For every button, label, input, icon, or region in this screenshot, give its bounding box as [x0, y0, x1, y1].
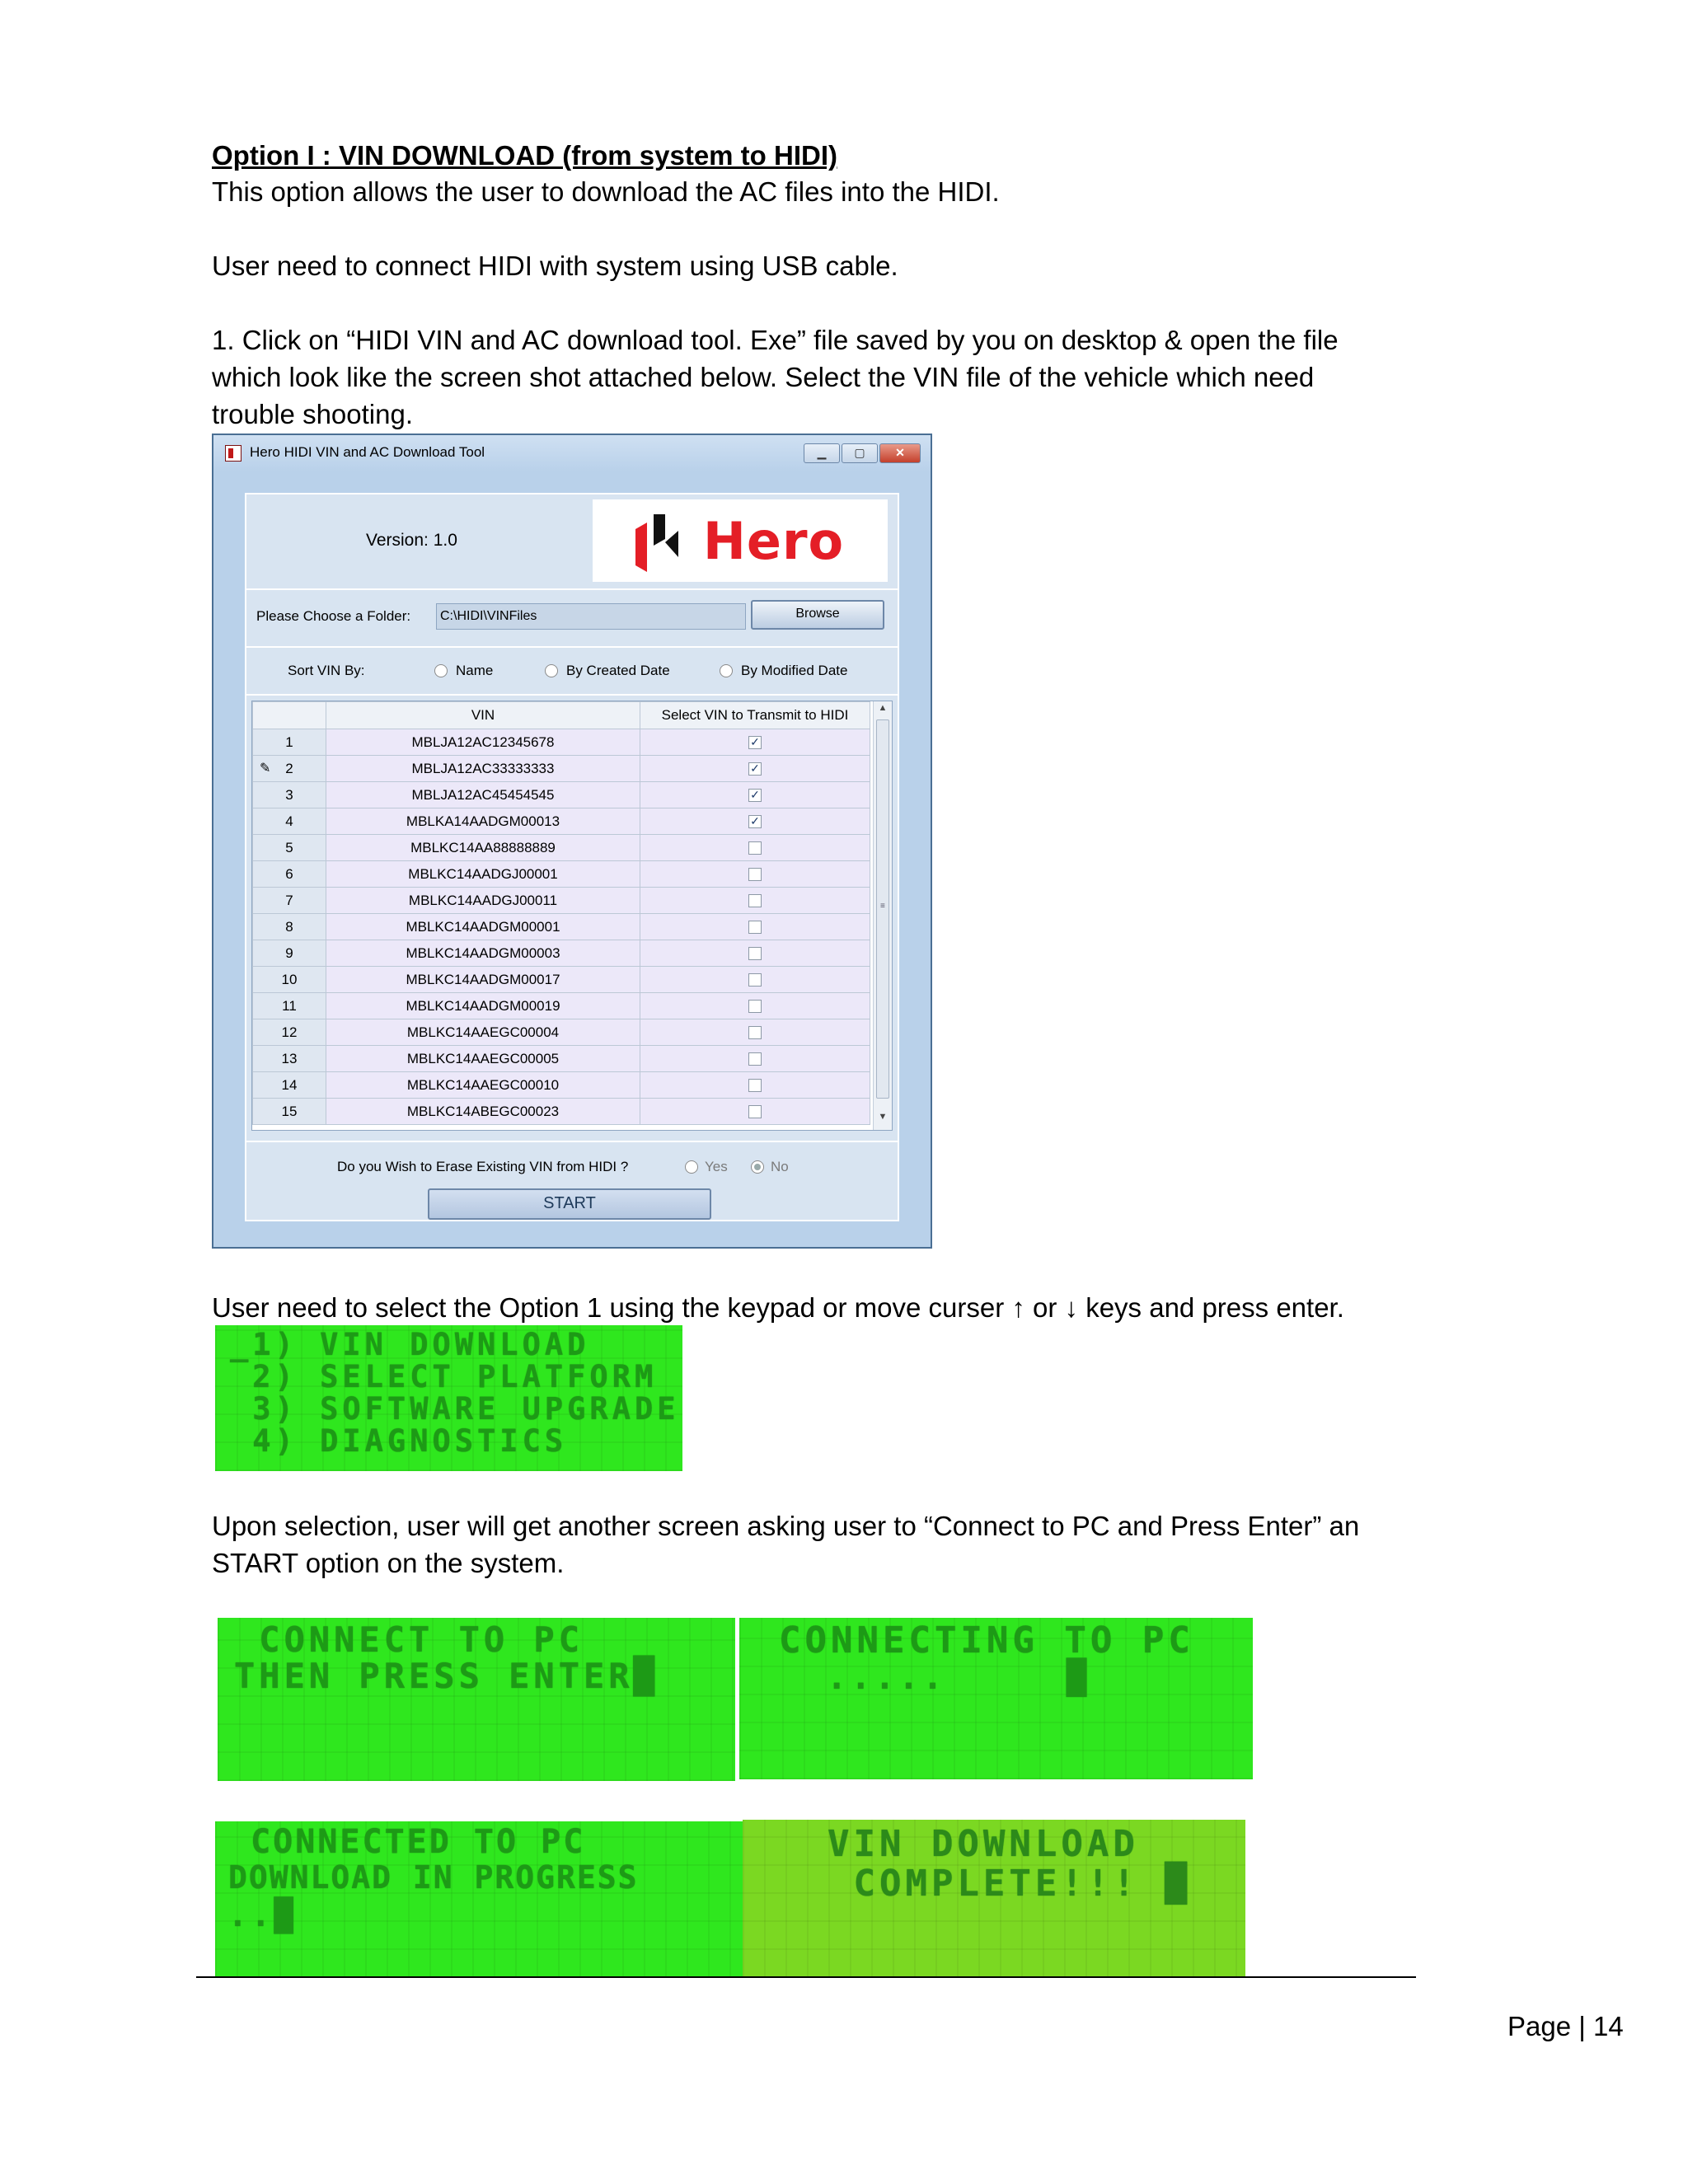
checkbox-checked-icon[interactable]: ✓	[748, 762, 762, 776]
select-cell	[640, 914, 870, 940]
table-row[interactable]	[253, 861, 870, 888]
lcd-complete-line: COMPLETE!!! █	[776, 1863, 1191, 1905]
paragraph-select-option: User need to select the Option 1 using the keypad or move curser ↑ or ↓ keys and press enter.	[212, 1292, 1344, 1323]
table-row[interactable]	[253, 1019, 870, 1046]
app-icon	[225, 445, 241, 462]
lcd-menu-screen	[215, 1325, 682, 1471]
table-row[interactable]	[253, 729, 870, 756]
paragraph-selection-line1: Upon selection, user will get another screen asking user to “Connect to PC and Press Enter” an	[212, 1511, 1360, 1541]
hero-logo-text: Hero	[703, 511, 845, 571]
lcd-connecting-line: CONNECTING TO PC	[779, 1619, 1194, 1661]
lcd-menu-line: 2) SELECT PLATFORM	[230, 1359, 658, 1394]
checkbox-checked-icon[interactable]: ✓	[748, 815, 762, 828]
select-cell	[640, 967, 870, 993]
section-heading: Option I : VIN DOWNLOAD (from system to HIDI)	[212, 140, 837, 171]
radio-icon	[720, 664, 733, 677]
erase-no-label: No	[771, 1159, 789, 1174]
checkbox-icon[interactable]	[748, 1026, 762, 1039]
vin-cell[interactable]: MBLKC14AADGM00019	[326, 993, 640, 1019]
erase-question: Do you Wish to Erase Existing VIN from HIDI ?	[337, 1159, 629, 1174]
checkbox-checked-icon[interactable]: ✓	[748, 789, 762, 802]
checkbox-icon[interactable]	[748, 1052, 762, 1066]
vin-cell[interactable]: MBLKC14AADGJ00001	[326, 861, 640, 888]
lcd-menu-line: 4) DIAGNOSTICS	[230, 1423, 568, 1459]
lcd-connected-screen	[215, 1821, 743, 1978]
select-cell	[640, 888, 870, 914]
select-cell	[640, 940, 870, 967]
row-number: 12	[253, 1019, 326, 1046]
select-cell	[640, 1099, 870, 1125]
vin-table	[252, 701, 870, 1125]
row-number: 9	[253, 940, 326, 967]
paragraph-step1-line2: which look like the screen shot attached below. Select the VIN file of the vehicle which need	[212, 362, 1315, 392]
edit-pencil-icon: ✎	[260, 762, 271, 776]
grid-scrollbar[interactable]	[873, 701, 892, 1130]
select-cell	[640, 993, 870, 1019]
row-number: 5	[253, 835, 326, 861]
sort-modified-radio[interactable]	[720, 663, 847, 679]
paragraph-selection-line2: START option on the system.	[212, 1548, 565, 1578]
vin-cell[interactable]: MBLKC14AAEGC00004	[326, 1019, 640, 1046]
start-button[interactable]: START	[428, 1188, 711, 1220]
sort-row	[246, 648, 898, 696]
table-row[interactable]	[253, 808, 870, 835]
vin-cell[interactable]: MBLKC14AADGM00001	[326, 914, 640, 940]
paragraph-step1-line1: 1. Click on “HIDI VIN and AC download tool. Exe” file saved by you on desktop & open the file	[212, 325, 1339, 355]
lcd-complete-line: VIN DOWNLOAD	[776, 1823, 1139, 1865]
table-row[interactable]	[253, 888, 870, 914]
vin-cell[interactable]: MBLJA12AC33333333	[326, 756, 640, 782]
lcd-menu-line: _1) VIN DOWNLOAD	[230, 1327, 590, 1362]
table-row[interactable]	[253, 756, 870, 782]
sort-label: Sort VIN By:	[288, 663, 365, 678]
scroll-up-icon[interactable]: ▲	[878, 703, 888, 713]
paragraph-intro: This option allows the user to download the AC files into the HIDI.	[212, 176, 1000, 207]
lcd-connected-line: DOWNLOAD IN PROGRESS	[228, 1859, 639, 1896]
page-number: Page | 14	[1507, 2011, 1624, 2041]
minimize-icon[interactable]: ▁	[804, 443, 840, 463]
hero-logo	[593, 499, 888, 582]
column-header-select[interactable]: Select VIN to Transmit to HIDI	[640, 702, 870, 729]
checkbox-icon[interactable]	[748, 921, 762, 934]
sort-created-radio[interactable]	[545, 663, 670, 679]
vin-grid[interactable]	[251, 701, 893, 1131]
checkbox-icon[interactable]	[748, 1079, 762, 1092]
vin-cell[interactable]: MBLJA12AC12345678	[326, 729, 640, 756]
radio-icon	[685, 1160, 698, 1174]
checkbox-icon[interactable]	[748, 1000, 762, 1013]
vin-cell[interactable]: MBLKC14AAEGC00010	[326, 1072, 640, 1099]
lcd-connect-screen	[218, 1618, 735, 1781]
version-label: Version: 1.0	[366, 531, 457, 550]
browse-button[interactable]: Browse	[751, 600, 884, 630]
vin-cell[interactable]: MBLKC14AADGJ00011	[326, 888, 640, 914]
table-row[interactable]	[253, 1072, 870, 1099]
folder-path-input[interactable]: C:\HIDI\VINFiles	[436, 603, 746, 630]
select-cell	[640, 1019, 870, 1046]
row-number: 11	[253, 993, 326, 1019]
sort-name-radio[interactable]	[434, 663, 493, 679]
hero-logo-mark-icon	[635, 514, 685, 572]
lcd-connecting-screen	[739, 1618, 1253, 1779]
table-row[interactable]	[253, 1046, 870, 1072]
maximize-icon[interactable]: ▢	[842, 443, 878, 463]
select-cell	[640, 1072, 870, 1099]
vin-cell[interactable]: MBLKC14ABEGC00023	[326, 1099, 640, 1125]
vin-cell[interactable]: MBLKC14AA88888889	[326, 835, 640, 861]
row-number: 6	[253, 861, 326, 888]
vin-cell[interactable]: MBLKC14AADGM00017	[326, 967, 640, 993]
row-number: 7	[253, 888, 326, 914]
row-number: 8	[253, 914, 326, 940]
lcd-connected-line: ..█	[228, 1897, 298, 1933]
sort-created-label: By Created Date	[566, 663, 670, 678]
scroll-thumb[interactable]: ≡	[876, 719, 889, 1099]
vin-cell[interactable]: MBLKA14AADGM00013	[326, 808, 640, 835]
window-title: Hero HIDI VIN and AC Download Tool	[250, 444, 485, 460]
window-content	[245, 493, 899, 1221]
table-row[interactable]	[253, 1099, 870, 1125]
lcd-connect-line: CONNECT TO PC	[234, 1619, 584, 1660]
sort-name-label: Name	[456, 663, 494, 678]
header-panel	[246, 494, 898, 590]
row-header-corner	[253, 702, 326, 729]
table-row[interactable]	[253, 782, 870, 808]
lcd-complete-screen	[743, 1820, 1245, 1978]
row-number: 1	[253, 729, 326, 756]
row-number: 4	[253, 808, 326, 835]
table-row[interactable]	[253, 940, 870, 967]
select-cell	[640, 1046, 870, 1072]
row-number: 14	[253, 1072, 326, 1099]
paragraph-step1-line3: trouble shooting.	[212, 399, 414, 429]
paragraph-usb: User need to connect HIDI with system using USB cable.	[212, 251, 898, 281]
checkbox-icon[interactable]	[748, 841, 762, 855]
select-cell	[640, 861, 870, 888]
select-cell	[640, 835, 870, 861]
window-titlebar[interactable]	[213, 435, 931, 471]
erase-no-radio[interactable]	[751, 1159, 789, 1175]
checkbox-icon[interactable]	[748, 973, 762, 987]
lcd-connecting-line: ..... █	[779, 1659, 1091, 1697]
download-tool-window	[212, 434, 932, 1249]
select-cell	[640, 729, 870, 756]
table-row[interactable]	[253, 914, 870, 940]
erase-yes-radio[interactable]	[685, 1159, 728, 1175]
select-cell	[640, 756, 870, 782]
row-number: 10	[253, 967, 326, 993]
table-row[interactable]	[253, 993, 870, 1019]
checkbox-icon[interactable]	[748, 947, 762, 960]
radio-icon	[545, 664, 558, 677]
lcd-menu-line: 3) SOFTWARE UPGRADE	[230, 1391, 680, 1427]
checkbox-checked-icon[interactable]: ✓	[748, 736, 762, 749]
footer-rule	[196, 1976, 1416, 1978]
row-number: 15	[253, 1099, 326, 1125]
erase-yes-label: Yes	[705, 1159, 728, 1174]
table-row[interactable]	[253, 835, 870, 861]
checkbox-icon[interactable]	[748, 894, 762, 907]
lcd-connected-line: CONNECTED TO PC	[228, 1823, 586, 1861]
checkbox-icon[interactable]	[748, 868, 762, 881]
sort-modified-label: By Modified Date	[741, 663, 848, 678]
row-number: 2 ✎	[253, 756, 326, 782]
radio-icon	[751, 1160, 764, 1174]
erase-row	[246, 1141, 898, 1221]
scroll-down-icon[interactable]: ▼	[878, 1112, 888, 1122]
radio-icon	[434, 664, 448, 677]
vin-cell[interactable]: MBLKC14AADGM00003	[326, 940, 640, 967]
select-cell	[640, 808, 870, 835]
table-row[interactable]	[253, 967, 870, 993]
lcd-connect-line: THEN PRESS ENTER█	[234, 1656, 659, 1696]
column-header-vin[interactable]: VIN	[326, 702, 640, 729]
row-number: 3	[253, 782, 326, 808]
checkbox-icon[interactable]	[748, 1105, 762, 1118]
folder-row	[246, 590, 898, 648]
vin-cell[interactable]: MBLKC14AAEGC00005	[326, 1046, 640, 1072]
close-icon[interactable]: ✕	[879, 443, 921, 463]
folder-label: Please Choose a Folder:	[256, 608, 411, 624]
row-number: 13	[253, 1046, 326, 1072]
select-cell	[640, 782, 870, 808]
vin-cell[interactable]: MBLJA12AC45454545	[326, 782, 640, 808]
